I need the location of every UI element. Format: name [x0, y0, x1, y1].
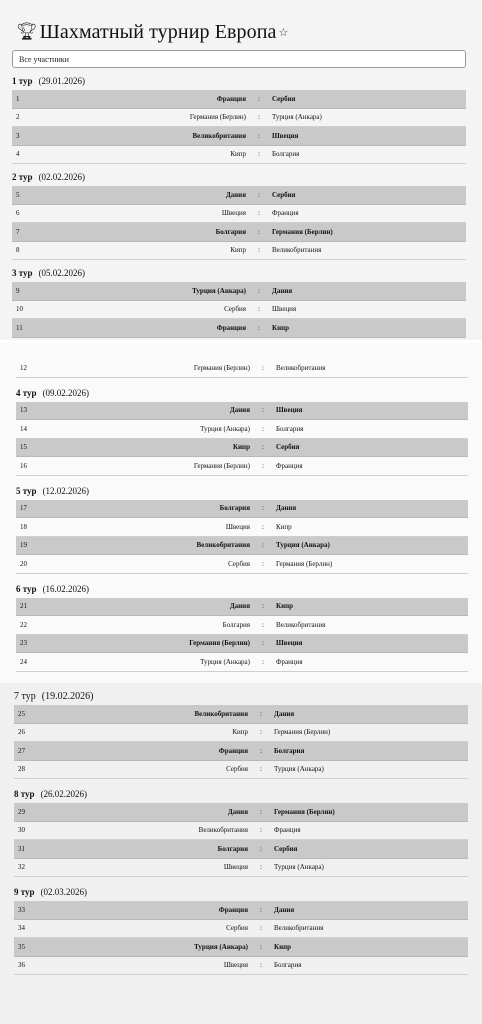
- table-row: [14, 705, 468, 724]
- home-team: Болгария: [215, 227, 246, 236]
- match-number: 17: [20, 504, 27, 513]
- away-team: Дания: [276, 504, 297, 513]
- away-team: Кипр: [276, 522, 292, 531]
- away-team: Кипр: [274, 942, 292, 951]
- round-section: [16, 384, 468, 476]
- table-row: [12, 90, 466, 109]
- round-date: (12.02.2026): [42, 485, 90, 496]
- match-number: 31: [18, 844, 25, 853]
- round-label: 3 тур: [12, 268, 33, 278]
- match-number: 36: [18, 961, 25, 970]
- score-separator: :: [262, 541, 264, 550]
- score-separator: :: [260, 728, 262, 737]
- home-team: Дания: [229, 602, 250, 611]
- table-row: [16, 598, 468, 617]
- score-separator: :: [260, 942, 262, 951]
- page-section-2: [0, 343, 482, 683]
- home-team: Сербия: [228, 559, 250, 568]
- round-date: (05.02.2026): [38, 268, 86, 278]
- home-team: Германия (Берлин): [189, 639, 250, 648]
- home-team: Франция: [216, 94, 246, 103]
- home-team: Дания: [227, 807, 248, 816]
- match-number: 19: [20, 541, 27, 550]
- home-team: Кипр: [232, 728, 248, 737]
- away-team: Великобритания: [272, 246, 322, 255]
- round-label: 7 тур: [14, 690, 36, 702]
- score-separator: :: [262, 620, 264, 629]
- home-team: Болгария: [222, 620, 250, 629]
- table-row: [14, 938, 468, 957]
- away-team: Великобритания: [276, 620, 326, 629]
- match-number: 23: [20, 639, 27, 648]
- table-row: [16, 555, 468, 574]
- away-team: Болгария: [272, 150, 300, 159]
- round-section: [16, 580, 468, 672]
- away-team: Великобритания: [274, 924, 324, 933]
- table-row: [14, 761, 468, 780]
- match-number: 4: [16, 150, 20, 159]
- away-team: Германия (Берлин): [274, 807, 335, 816]
- home-team: Кипр: [232, 443, 250, 452]
- score-separator: :: [258, 190, 260, 199]
- away-team: Швеция: [272, 131, 299, 140]
- round-section: [12, 72, 466, 164]
- match-number: 18: [20, 522, 27, 531]
- score-separator: :: [260, 709, 262, 718]
- score-separator: :: [260, 924, 262, 933]
- score-separator: :: [258, 246, 260, 255]
- table-row: [14, 803, 468, 822]
- trophy-icon: 🏆︎: [16, 22, 38, 41]
- home-team: Турция (Анкара): [192, 286, 246, 295]
- match-number: 16: [20, 461, 27, 470]
- score-separator: :: [258, 131, 260, 140]
- table-row: [16, 616, 468, 635]
- round-label: 5 тур: [16, 485, 37, 496]
- round-date: (09.02.2026): [42, 387, 90, 398]
- away-team: Франция: [274, 826, 301, 835]
- round-date: (02.03.2026): [40, 887, 88, 897]
- table-row: [12, 186, 466, 205]
- score-separator: :: [262, 363, 264, 372]
- score-separator: :: [258, 94, 260, 103]
- table-row: [14, 724, 468, 743]
- home-team: Великобритания: [192, 131, 246, 140]
- home-team: Великобритания: [194, 709, 248, 718]
- home-team: Германия (Берлин): [193, 461, 250, 470]
- table-row: [14, 822, 468, 841]
- away-team: Сербия: [276, 443, 300, 452]
- round-date: (02.02.2026): [38, 172, 86, 182]
- table-row: [16, 457, 468, 476]
- round-section: [14, 785, 468, 877]
- score-separator: :: [262, 602, 264, 611]
- table-row: [16, 518, 468, 537]
- home-team: Франция: [216, 323, 246, 332]
- match-number: 9: [16, 286, 20, 295]
- match-number: 34: [18, 924, 25, 933]
- table-row: [12, 242, 466, 261]
- round-header: [12, 264, 466, 282]
- round-header: [14, 883, 468, 901]
- home-team: Турция (Анкара): [194, 942, 248, 951]
- score-separator: :: [262, 424, 264, 433]
- page-title: Шахматный турнир Европа: [39, 20, 277, 43]
- score-separator: :: [260, 863, 262, 872]
- away-team: Франция: [276, 461, 303, 470]
- away-team: Турция (Анкара): [274, 863, 324, 872]
- table-row: [16, 537, 468, 556]
- match-number: 25: [18, 709, 25, 718]
- table-row: [12, 223, 466, 242]
- round-date: (29.01.2026): [38, 76, 86, 86]
- round-header: [14, 785, 468, 803]
- match-number: 32: [18, 863, 25, 872]
- page-section-1: [0, 0, 482, 340]
- match-number: 27: [18, 746, 25, 755]
- table-row: [14, 840, 468, 859]
- participants-filter-select[interactable]: [12, 50, 466, 68]
- table-row: [12, 146, 466, 165]
- round-section: [14, 883, 468, 975]
- match-number: 14: [20, 424, 27, 433]
- home-team: Кипр: [230, 246, 246, 255]
- table-row: [16, 500, 468, 519]
- filter-value: Все участники: [19, 54, 69, 64]
- match-number: 11: [16, 323, 23, 332]
- round-header: [14, 687, 468, 705]
- table-row: [12, 205, 466, 224]
- score-separator: :: [262, 522, 264, 531]
- score-separator: :: [260, 746, 262, 755]
- table-row: [12, 109, 466, 128]
- match-number: 3: [16, 131, 20, 140]
- round-header: [12, 72, 466, 90]
- away-team: Сербия: [272, 190, 296, 199]
- match-number: 22: [20, 620, 27, 629]
- home-team: Сербия: [224, 305, 246, 314]
- score-separator: :: [258, 150, 260, 159]
- round-section: [16, 482, 468, 574]
- match-number: 1: [16, 94, 20, 103]
- match-number: 26: [18, 728, 25, 737]
- home-team: Турция (Анкара): [200, 657, 250, 666]
- table-row: [16, 635, 468, 654]
- round-header: [12, 168, 466, 186]
- round-date: (19.02.2026): [41, 690, 94, 702]
- table-row: [16, 420, 468, 439]
- home-team: Франция: [218, 905, 248, 914]
- away-team: Болгария: [276, 424, 304, 433]
- match-number: 5: [16, 190, 20, 199]
- away-team: Дания: [274, 905, 295, 914]
- score-separator: :: [258, 323, 260, 332]
- away-team: Германия (Берлин): [274, 728, 331, 737]
- score-separator: :: [258, 113, 260, 122]
- score-separator: :: [260, 844, 262, 853]
- away-team: Турция (Анкара): [274, 765, 324, 774]
- table-row: [14, 901, 468, 920]
- home-team: Болгария: [217, 844, 248, 853]
- away-team: Германия (Берлин): [272, 227, 333, 236]
- away-team: Турция (Анкара): [272, 113, 322, 122]
- score-separator: :: [260, 765, 262, 774]
- star-icon: ☆: [278, 26, 289, 39]
- away-team: Дания: [274, 709, 295, 718]
- round-label: 4 тур: [16, 387, 37, 398]
- table-row: [16, 653, 468, 672]
- score-separator: :: [258, 305, 260, 314]
- match-number: 10: [16, 305, 23, 314]
- home-team: Великобритания: [198, 826, 248, 835]
- away-team: Франция: [276, 657, 303, 666]
- score-separator: :: [262, 504, 264, 513]
- home-team: Сербия: [226, 924, 248, 933]
- away-team: Дания: [272, 286, 293, 295]
- score-separator: :: [262, 406, 264, 415]
- home-team: Франция: [218, 746, 248, 755]
- home-team: Швеция: [221, 209, 246, 218]
- score-separator: :: [262, 443, 264, 452]
- match-number: 12: [20, 363, 27, 372]
- round-label: 6 тур: [16, 583, 37, 594]
- home-team: Швеция: [223, 961, 248, 970]
- round-label: 8 тур: [14, 789, 35, 799]
- round-section: [12, 168, 466, 260]
- home-team: Германия (Берлин): [189, 113, 246, 122]
- match-number: 33: [18, 905, 25, 914]
- away-team: Кипр: [276, 602, 294, 611]
- home-team: Кипр: [230, 150, 246, 159]
- round-section: [12, 264, 466, 338]
- away-team: Сербия: [272, 94, 296, 103]
- match-number: 8: [16, 246, 20, 255]
- home-team: Швеция: [223, 863, 248, 872]
- table-row: [16, 359, 468, 378]
- away-team: Болгария: [274, 961, 302, 970]
- table-row: [16, 439, 468, 458]
- page-section-3: [0, 683, 482, 1024]
- round-header: [16, 384, 468, 402]
- match-number: 13: [20, 406, 27, 415]
- table-row: [14, 859, 468, 878]
- away-team: Турция (Анкара): [276, 541, 330, 550]
- score-separator: :: [258, 227, 260, 236]
- round-header: [16, 482, 468, 500]
- away-team: Швеция: [276, 639, 303, 648]
- away-team: Великобритания: [276, 363, 326, 372]
- match-number: 24: [20, 657, 27, 666]
- page-header: [16, 18, 466, 46]
- away-team: Швеция: [272, 305, 297, 314]
- home-team: Швеция: [225, 522, 250, 531]
- score-separator: :: [262, 559, 264, 568]
- away-team: Германия (Берлин): [276, 559, 333, 568]
- home-team: Германия (Берлин): [193, 363, 250, 372]
- score-separator: :: [258, 286, 260, 295]
- away-team: Кипр: [272, 323, 290, 332]
- match-number: 29: [18, 807, 25, 816]
- match-number: 35: [18, 942, 25, 951]
- round-label: 2 тур: [12, 172, 33, 182]
- table-row: [14, 957, 468, 976]
- round-label: 9 тур: [14, 887, 35, 897]
- home-team: Болгария: [219, 504, 250, 513]
- table-row: [14, 742, 468, 761]
- home-team: Великобритания: [196, 541, 250, 550]
- match-number: 20: [20, 559, 27, 568]
- round-label: 1 тур: [12, 76, 33, 86]
- round-date: (16.02.2026): [42, 583, 90, 594]
- round-section: [16, 359, 468, 378]
- round-section: [14, 687, 468, 779]
- table-row: [12, 319, 466, 338]
- table-row: [12, 282, 466, 301]
- match-number: 21: [20, 602, 27, 611]
- match-number: 7: [16, 227, 20, 236]
- score-separator: :: [258, 209, 260, 218]
- home-team: Турция (Анкара): [200, 424, 250, 433]
- table-row: [12, 127, 466, 146]
- table-row: [14, 920, 468, 939]
- match-number: 2: [16, 113, 20, 122]
- home-team: Сербия: [226, 765, 248, 774]
- match-number: 30: [18, 826, 25, 835]
- match-number: 28: [18, 765, 25, 774]
- home-team: Дания: [225, 190, 246, 199]
- away-team: Франция: [272, 209, 299, 218]
- away-team: Сербия: [274, 844, 298, 853]
- match-number: 15: [20, 443, 27, 452]
- score-separator: :: [260, 905, 262, 914]
- away-team: Швеция: [276, 406, 303, 415]
- match-number: 6: [16, 209, 20, 218]
- table-row: [12, 301, 466, 320]
- score-separator: :: [262, 657, 264, 666]
- round-header: [16, 580, 468, 598]
- score-separator: :: [260, 807, 262, 816]
- score-separator: :: [260, 826, 262, 835]
- round-date: (26.02.2026): [40, 789, 88, 799]
- score-separator: :: [262, 639, 264, 648]
- table-row: [16, 402, 468, 421]
- score-separator: :: [262, 461, 264, 470]
- home-team: Дания: [229, 406, 250, 415]
- score-separator: :: [260, 961, 262, 970]
- away-team: Болгария: [274, 746, 305, 755]
